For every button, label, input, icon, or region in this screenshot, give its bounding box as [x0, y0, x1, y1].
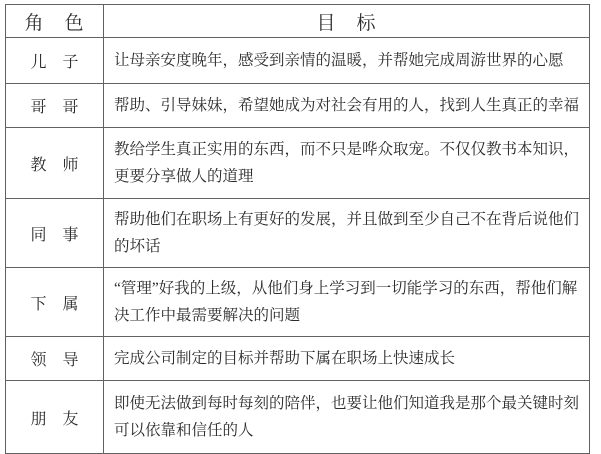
role-cell: 下 属 — [6, 268, 104, 337]
table-row-teacher — [6, 128, 590, 199]
table-row-leader — [6, 337, 590, 381]
goal-cell: 帮助他们在职场上有更好的发展，并且做到至少自己不在背后说他们的坏话 — [104, 199, 590, 268]
header-goal: 目 标 — [104, 5, 590, 38]
table-row-son — [6, 38, 590, 84]
roles-goals-table — [5, 4, 590, 454]
goal-cell: 帮助、引导妹妹，希望她成为对社会有用的人，找到人生真正的幸福 — [104, 84, 590, 128]
table-row-subordinate — [6, 268, 590, 337]
table-row-friend — [6, 381, 590, 454]
role-cell: 同 事 — [6, 199, 104, 268]
role-cell: 朋 友 — [6, 381, 104, 454]
goal-cell: 让母亲安度晚年，感受到亲情的温暖，并帮她完成周游世界的心愿 — [104, 38, 590, 84]
goal-cell: “管理”好我的上级，从他们身上学习到一切能学习的东西，帮他们解决工作中最需要解决的问题 — [104, 268, 590, 337]
table-row-brother — [6, 84, 590, 128]
table-row-colleague — [6, 199, 590, 268]
role-cell: 教 师 — [6, 128, 104, 199]
header-row — [6, 5, 590, 38]
role-cell: 领 导 — [6, 337, 104, 381]
goal-cell: 教给学生真正实用的东西，而不只是哗众取宠。不仅仅教书本知识，更要分享做人的道理 — [104, 128, 590, 199]
header-role: 角 色 — [6, 5, 104, 38]
goal-cell: 完成公司制定的目标并帮助下属在职场上快速成长 — [104, 337, 590, 381]
role-cell: 哥 哥 — [6, 84, 104, 128]
goal-cell: 即使无法做到每时每刻的陪伴，也要让他们知道我是那个最关键时刻可以依靠和信任的人 — [104, 381, 590, 454]
role-cell: 儿 子 — [6, 38, 104, 84]
